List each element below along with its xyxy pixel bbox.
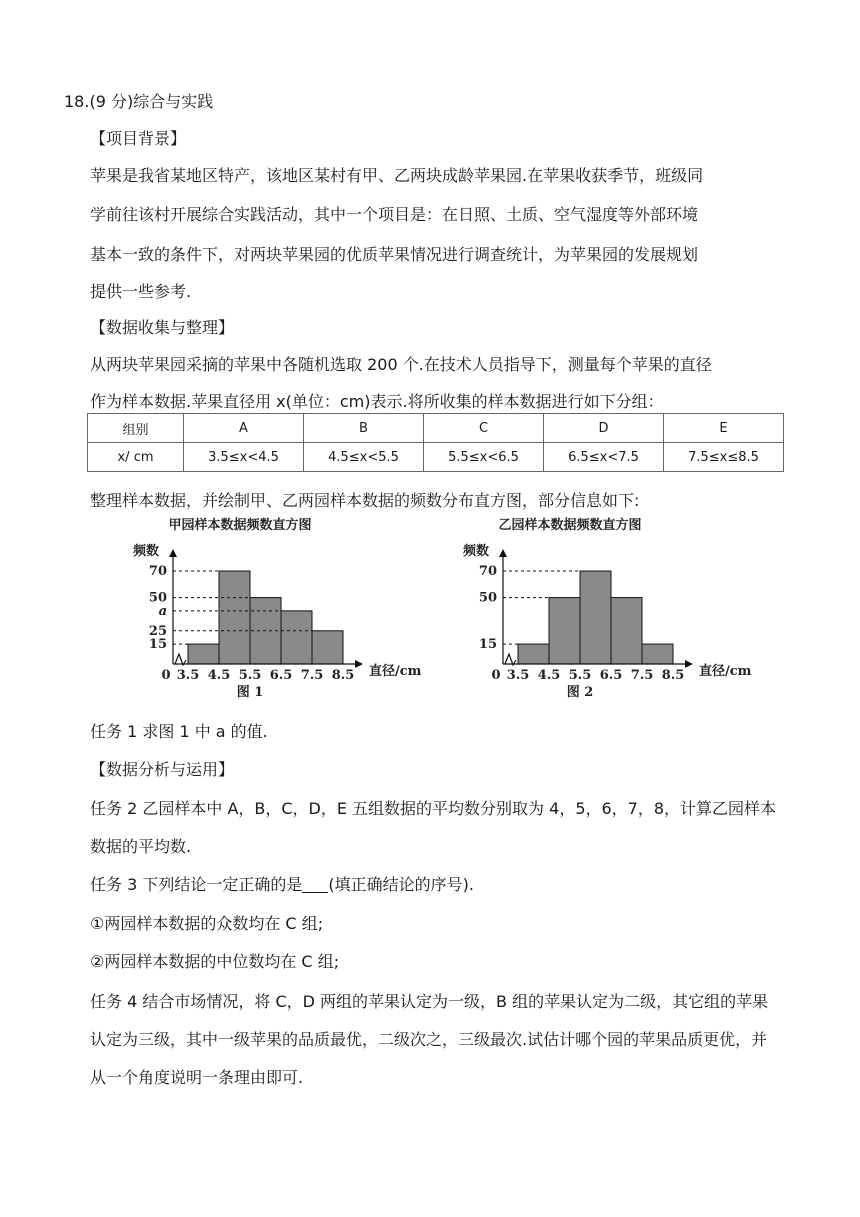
histogram-jia-svg <box>125 513 425 703</box>
histogram-jia <box>125 513 425 707</box>
y-tick-label: a <box>158 603 167 619</box>
background-heading: 【项目背景】 <box>90 129 187 148</box>
task-4-line-2: 认定为三级，其中一级苹果的品质最优，二级次之，三级最次.试估计哪个园的苹果品质更优，并 <box>90 1030 768 1049</box>
x-tick-label: 7.5 <box>630 668 654 683</box>
x-tick-label: 8.5 <box>661 668 685 683</box>
collection-line-2: 作为样本数据.苹果直径用 x(单位：cm)表示.将所收集的样本数据进行如下分组： <box>90 392 664 411</box>
collection-line-1: 从两块苹果园采摘的苹果中各随机选取 200 个.在技术人员指导下，测量每个苹果的直径 <box>90 355 712 374</box>
question-header: 18.(9 分)综合与实践 <box>64 92 214 111</box>
x-tick-label: 6.5 <box>599 668 623 683</box>
axis-break-mark <box>175 654 186 665</box>
y-tick-label: 15 <box>478 637 497 653</box>
x-axis-label: 直径/cm <box>699 664 752 679</box>
histogram-bar <box>312 631 343 664</box>
x-axis-arrow <box>685 660 693 668</box>
task-4-line-3: 从一个角度说明一条理由即可. <box>90 1068 304 1087</box>
x-tick-label: 7.5 <box>300 668 324 683</box>
background-line-4: 提供一些参考. <box>90 282 192 301</box>
histogram-bar <box>281 611 312 664</box>
x-tick-label: 3.5 <box>176 668 200 683</box>
background-line-1: 苹果是我省某地区特产，该地区某村有甲、乙两块成龄苹果园.在苹果收获季节，班级同 <box>90 166 704 185</box>
y-axis-arrow <box>169 549 177 557</box>
task-3 <box>90 874 474 896</box>
y-axis-arrow <box>499 549 507 557</box>
chart-title: 乙园样本数据频数直方图 <box>498 518 642 533</box>
x-axis-label: 直径/cm <box>369 664 422 679</box>
x-tick-label: 0 <box>161 668 171 683</box>
task-2-line-1: 任务 2 乙园样本中 A，B，C，D，E 五组数据的平均数分别取为 4，5，6，7，8，计算乙园样本 <box>90 799 777 818</box>
y-axis-label: 频数 <box>463 544 490 559</box>
x-tick-label: 8.5 <box>331 668 355 683</box>
x-tick-label: 0 <box>491 668 501 683</box>
y-axis-label: 频数 <box>133 544 160 559</box>
histogram-bar <box>188 644 219 664</box>
histogram-yi-svg <box>455 513 755 703</box>
background-line-2: 学前往该村开展综合实践活动，其中一个项目是：在日照、土质、空气湿度等外部环境 <box>90 205 699 224</box>
chart-title: 甲园样本数据频数直方图 <box>168 518 312 533</box>
task-2-line-2: 数据的平均数. <box>90 837 192 856</box>
chart-caption: 图 1 <box>236 685 264 700</box>
table-cell: B <box>304 414 424 443</box>
x-tick-label: 5.5 <box>238 668 262 683</box>
histogram-bar <box>549 598 580 664</box>
chart-caption: 图 2 <box>566 685 594 700</box>
y-tick-label: 15 <box>148 637 167 653</box>
collection-heading: 【数据收集与整理】 <box>90 318 235 337</box>
task-3-suffix: (填正确结论的序号). <box>328 875 474 894</box>
x-axis-arrow <box>355 660 363 668</box>
table-cell: C <box>424 414 544 443</box>
table-cell: 7.5≤x≤8.5 <box>664 443 784 472</box>
table-cell: x/ cm <box>88 443 184 472</box>
y-tick-label: 25 <box>148 623 167 639</box>
table-cell: 3.5≤x<4.5 <box>184 443 304 472</box>
background-line-3: 基本一致的条件下，对两块苹果园的优质苹果情况进行调查统计，为苹果园的发展规划 <box>90 245 699 264</box>
histogram-bar <box>611 598 642 664</box>
table-cell: 组别 <box>88 414 184 443</box>
table-cell: D <box>544 414 664 443</box>
x-tick-label: 6.5 <box>269 668 293 683</box>
table-cell: A <box>184 414 304 443</box>
y-tick-label: 70 <box>478 564 497 579</box>
x-tick-label: 4.5 <box>207 668 231 683</box>
histogram-bar <box>580 571 611 664</box>
option-1: ①两园样本数据的众数均在 C 组; <box>90 914 324 933</box>
answer-blank <box>302 876 328 893</box>
table-cell: 5.5≤x<6.5 <box>424 443 544 472</box>
table-cell: 4.5≤x<5.5 <box>304 443 424 472</box>
histogram-bar <box>518 644 549 664</box>
group-table <box>87 413 784 472</box>
x-tick-label: 3.5 <box>506 668 530 683</box>
task-3-prefix: 任务 3 下列结论一定正确的是 <box>90 875 303 894</box>
histogram-intro: 整理样本数据，并绘制甲、乙两园样本数据的频数分布直方图，部分信息如下: <box>90 491 640 510</box>
option-2: ②两园样本数据的中位数均在 C 组; <box>90 952 340 971</box>
y-tick-label: 70 <box>148 564 167 579</box>
y-tick-label: 50 <box>148 590 167 606</box>
x-tick-label: 5.5 <box>568 668 592 683</box>
table-row <box>88 443 784 472</box>
task-4-line-1: 任务 4 结合市场情况，将 C，D 两组的苹果认定为一级，B 组的苹果认定为二级，其它组的苹果 <box>90 992 769 1011</box>
analysis-heading: 【数据分析与运用】 <box>90 760 235 779</box>
y-tick-label: 50 <box>478 590 497 606</box>
histogram-bar <box>219 571 250 664</box>
table-cell: 6.5≤x<7.5 <box>544 443 664 472</box>
histogram-bar <box>642 644 673 664</box>
axis-break-mark <box>505 654 516 665</box>
table-cell: E <box>664 414 784 443</box>
table-header-row <box>88 414 784 443</box>
histogram-yi <box>455 513 755 707</box>
x-tick-label: 4.5 <box>537 668 561 683</box>
task-1: 任务 1 求图 1 中 a 的值. <box>90 722 268 741</box>
